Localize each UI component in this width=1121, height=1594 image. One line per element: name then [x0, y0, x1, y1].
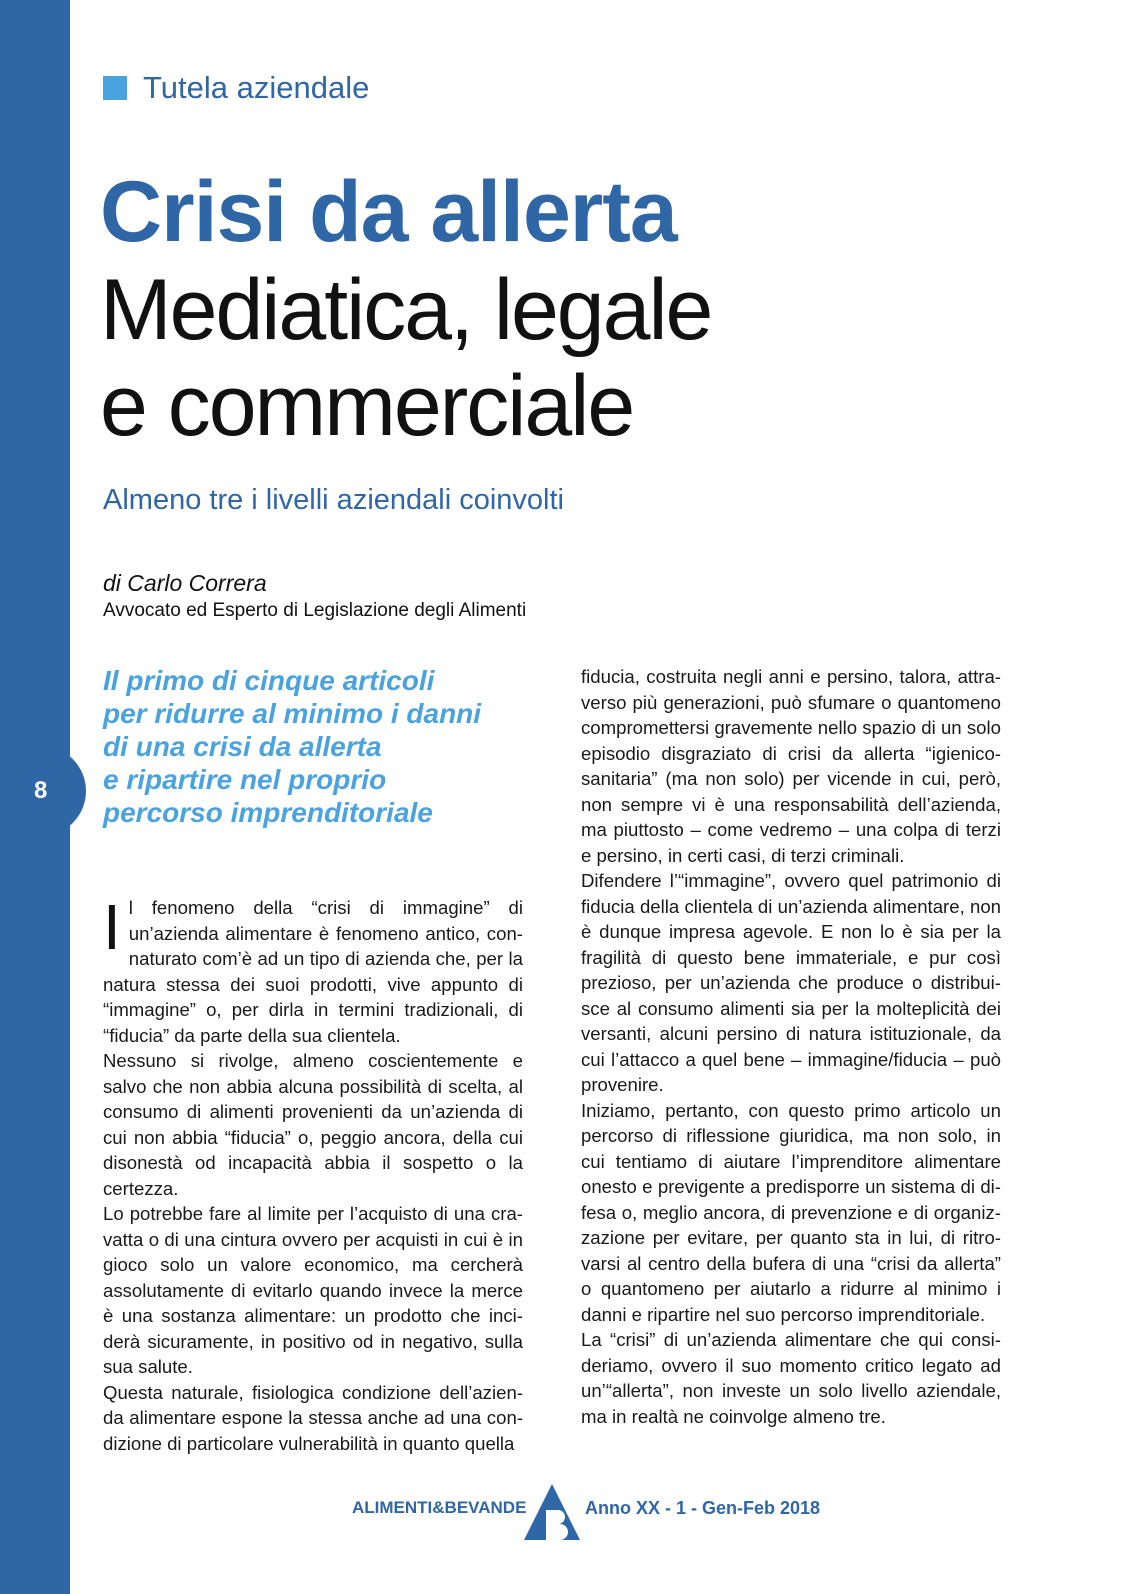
lead-line: per ridurre al minimo i danni — [103, 698, 482, 729]
subtitle: Almeno tre i livelli aziendali coinvolti — [103, 484, 564, 516]
section-square-icon — [103, 76, 127, 100]
page-footer — [0, 1482, 1121, 1542]
lead-line: Il primo di cinque articoli — [103, 665, 435, 696]
section-label: Tutela aziendale — [143, 70, 370, 105]
body-column-right — [581, 664, 1001, 1429]
body-paragraph — [103, 891, 523, 1048]
author-name: di Carlo Correra — [103, 570, 267, 596]
footer-brand: ALIMENTI&BEVANDE — [352, 1498, 527, 1517]
body-paragraph: Difendere l’“immagine”, ovvero quel patrimonio di fiducia della clientela di un’azienda alimentare, non è dunque impresa agevole. E non lo è sia per la fragilità di questo bene immateriale, e pur così prezioso, per un’azienda che produce o distribuisce al consumo alimenti sia per la molteplicità dei versanti, alcuni persino di natura istituzionale, da cui l’attacco a quel bene – immagine/fiducia – può provenire. — [581, 870, 1001, 1095]
lead-paragraph — [103, 664, 543, 829]
body-column-left — [103, 891, 523, 1456]
lead-line: di una crisi da allerta — [103, 731, 382, 762]
body-paragraph: La “crisi” di un’azienda alimentare che qui consideriamo, ovvero il suo momento critico legato ad un’“allerta”, non investe un solo livello aziendale, ma in realtà ne coinvolge almeno tre. — [581, 1329, 1001, 1427]
title-line-3: e commerciale — [100, 358, 634, 454]
body-paragraph: Iniziamo, pertanto, con questo primo articolo un percorso di riflessione giuridica, ma non solo, in cui tentiamo di aiutare l’imprenditore alimentare onesto e previgente a predisporre un sistema di difesa o, meglio ancora, di prevenzione e di organizzazione per evitare, per quanto sta in lui, di ritrovarsi al centro della bufera di una “crisi da allerta” o quantomeno per aiutarlo a ridurre al minimo i danni e ripartire nel suo percorso imprenditoriale. — [581, 1099, 1001, 1325]
magazine-logo-icon — [522, 1482, 582, 1542]
lead-line: e ripartire nel proprio — [103, 764, 387, 795]
drop-cap: I — [103, 891, 121, 963]
body-paragraph: Lo potrebbe fare al limite per l’acquisto di una cravatta o di una cintura ovvero per acquisti in cui è in gioco solo un valore economico, ma cercherà assolutamente di evitarlo quando invece la merce è una sostanza alimentare: un prodotto che inciderà sicuramente, in positivo od in negativo, sulla sua salute. — [103, 1203, 523, 1377]
title-lines-2-3 — [100, 262, 711, 454]
title-line-2: Mediatica, legale — [100, 262, 712, 358]
author-role: Avvocato ed Esperto di Legislazione degli Alimenti — [103, 600, 527, 621]
body-paragraph: Questa naturale, fisiologica condizione dell’azienda alimentare espone la stessa anche ad una condizione di particolare vulnerabilità in quanto quella — [103, 1381, 523, 1454]
paragraph-text: l fenomeno della “crisi di immagine” di un’azienda alimentare è fenomeno antico, connaturato com’è ad un tipo di azienda che, per la natura stessa dei suoi prodotti, vive appunto di “immagine” o, per dirla in termini tradizionali, di “fiducia” da parte della sua clientela. — [103, 897, 523, 1046]
body-paragraph: fiducia, costruita negli anni e persino, talora, attraverso più generazioni, può sfumare o quantomeno compromettersi gravemente nello spazio di un solo episodio disgraziato di crisi da allerta “igienico-sanitaria” (ma non solo) per vicende in cui, però, non sempre vi è una responsabilità dell’azienda, ma piuttosto – come vedremo – una colpa di terzi e persino, in certi casi, di terzi criminali. — [581, 666, 1001, 866]
page-number-tab — [0, 746, 86, 836]
footer-issue: Anno XX - 1 - Gen-Feb 2018 — [585, 1498, 821, 1518]
body-paragraph: Nessuno si rivolge, almeno coscientemente e salvo che non abbia alcuna possibilità di scelta, al consumo di alimenti provenienti da un’azienda di cui non abbia “fiducia” o, peggio ancora, della cui disonestà od incapacità abbia il sospetto o la certezza. — [103, 1050, 523, 1199]
page-number: 8 — [34, 777, 48, 804]
section-header — [103, 70, 369, 106]
title-line-1: Crisi da allerta — [100, 164, 677, 260]
lead-line: percorso imprenditoriale — [103, 797, 433, 828]
